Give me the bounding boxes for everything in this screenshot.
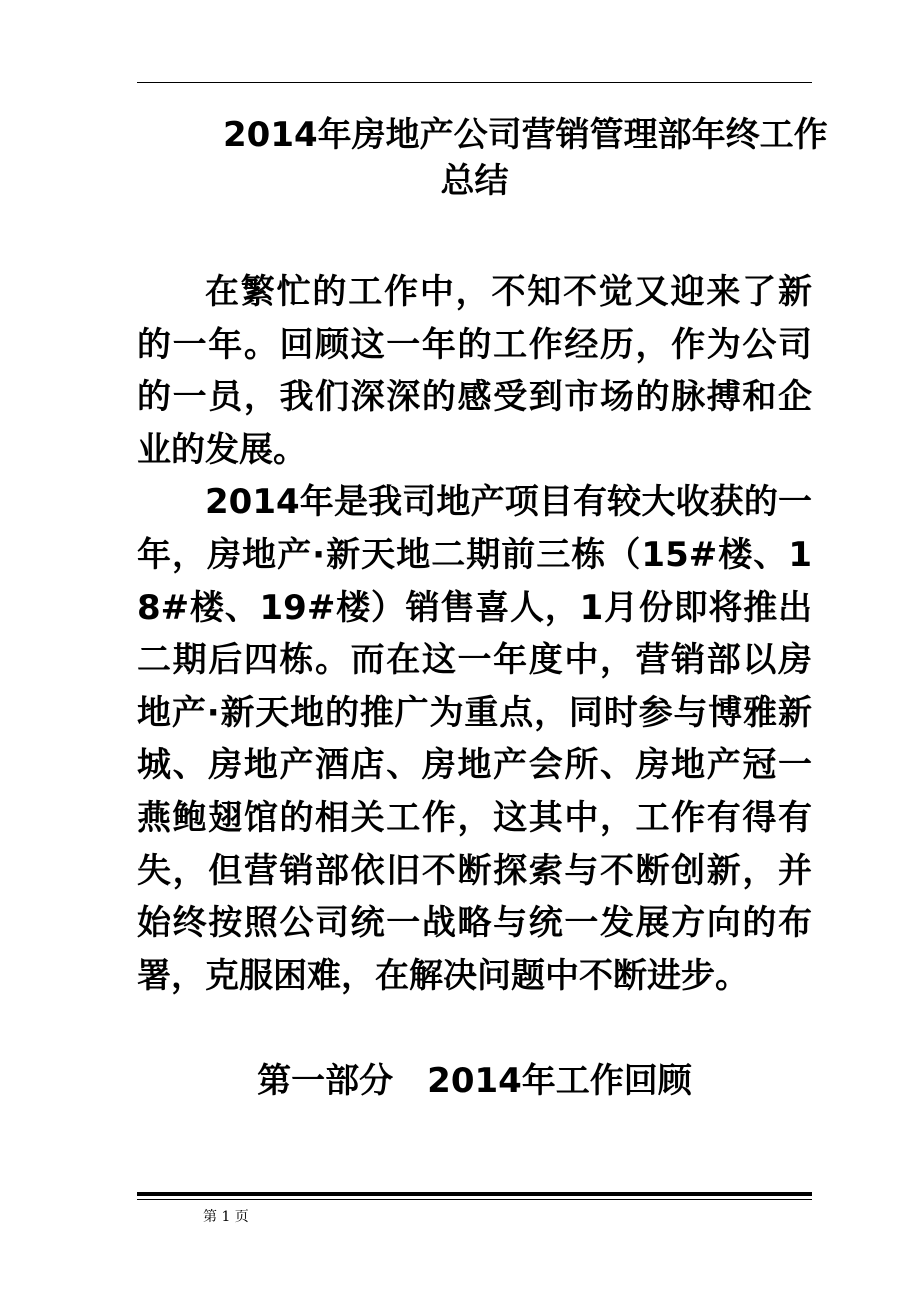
header-rule bbox=[137, 82, 812, 83]
paragraph-intro: 在繁忙的工作中，不知不觉又迎来了新的一年。回顾这一年的工作经历，作为公司的一员，我们深深的感受到市场的脉搏和企业的发展。 bbox=[137, 272, 812, 470]
page-number: 第 1 页 bbox=[203, 1209, 249, 1225]
title-line-1: 2014年房地产公司营销管理部年终工作 bbox=[223, 115, 828, 155]
footer-rule-thick bbox=[137, 1192, 812, 1196]
section-heading: 第一部分 2014年工作回顾 bbox=[257, 1061, 692, 1101]
document-title bbox=[137, 112, 828, 204]
footer-rule-thin bbox=[137, 1199, 812, 1200]
paragraph-summary: 2014年是我司地产项目有较大收获的一年，房地产·新天地二期前三栋（15#楼、18#楼、19#楼）销售喜人，1月份即将推出二期后四栋。而在这一年度中，营销部以房地产·新天地的推广为重点，同时参与博雅新城、房地产酒店、房地产会所、房地产冠一燕鲍翅馆的相关工作，这其中，工作有得有失，但营销部依旧不断探索与不断创新，并始终按照公司统一战略与统一发展方向的布署，克服困难，在解决问题中不断进步。 bbox=[137, 482, 812, 996]
title-line-2: 总结 bbox=[440, 161, 509, 201]
document-body bbox=[137, 266, 812, 1002]
